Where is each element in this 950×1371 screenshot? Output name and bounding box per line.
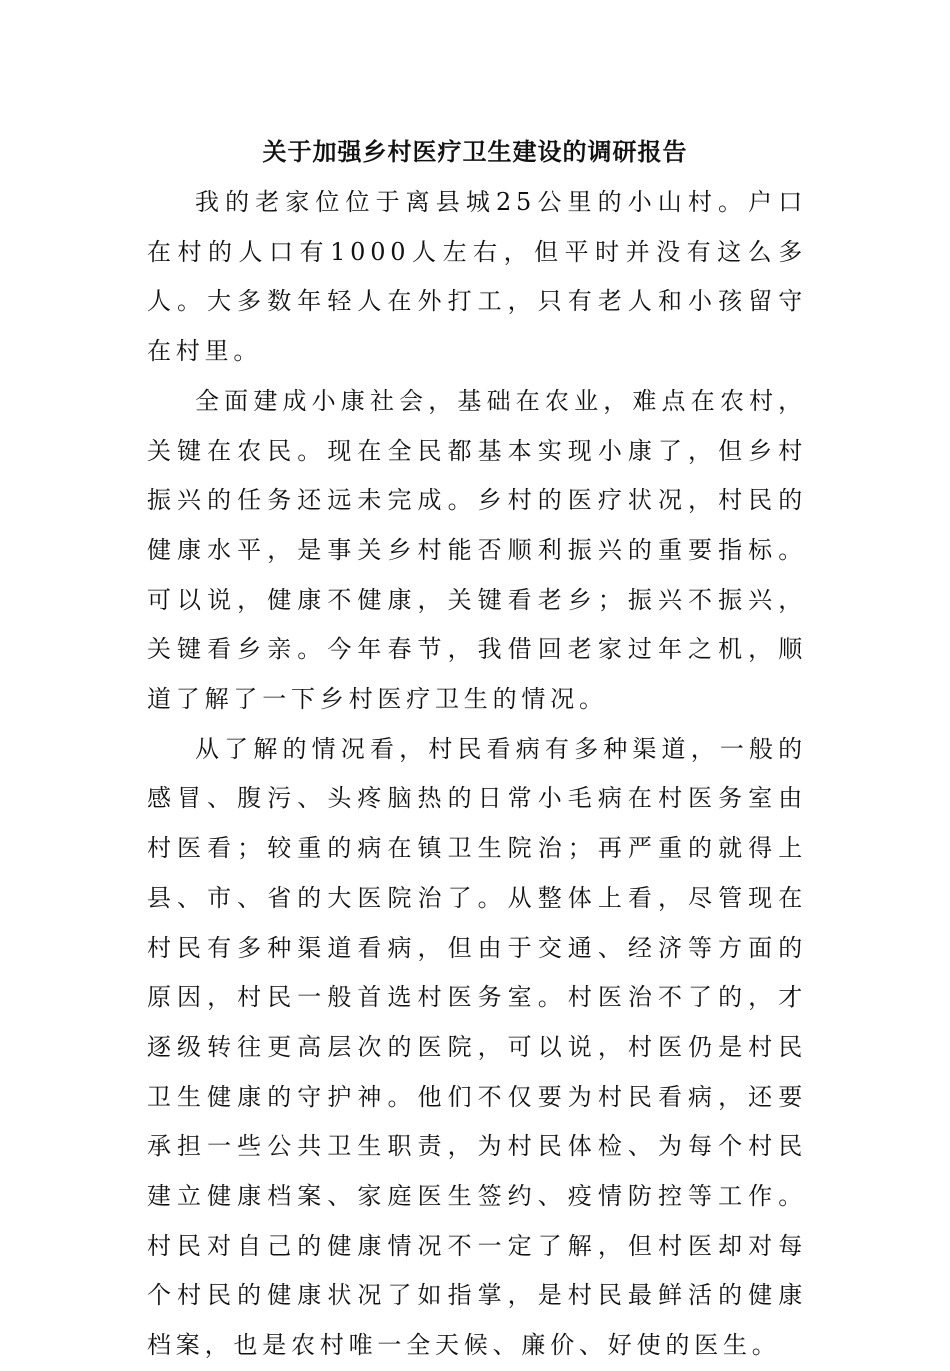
paragraph-medical-channels: 从了解的情况看，村民看病有多种渠道，一般的感冒、腹污、头疼脑热的日常小毛病在村医务室由村医看；较重的病在镇卫生院治；再严重的就得上县、市、省的大医院治了。从整体上看，尽管现在村民有多种渠道看病，但由于交通、经济等方面的原因，村民一般首选村医务室。村医治不了的，才逐级转往更高层次的医院，可以说，村医仍是村民卫生健康的守护神。他们不仅要为村民看病，还要承担一些公共卫生职责，为村民体检、为每个村民建立健康档案、家庭医生签约、疫情防控等工作。村民对自己的健康情况不一定了解，但村医却对每个村民的健康状况了如指掌，是村民最鲜活的健康档案，也是农村唯一全天候、廉价、好使的医生。 (147, 734, 807, 1360)
document-title: 关于加强乡村医疗卫生建设的调研报告 (262, 137, 688, 166)
paragraph-rural-revitalization: 全面建成小康社会，基础在农业，难点在农村，关键在农民。现在全民都基本实现小康了，但乡村振兴的任务还远未完成。乡村的医疗状况，村民的健康水平，是事关乡村能否顺利振兴的重要指标。可以说，健康不健康，关键看老乡；振兴不振兴，关键看乡亲。今年春节，我借回老家过年之机，顺道了解了一下乡村医疗卫生的情况。 (147, 386, 807, 714)
document-body (147, 178, 807, 1371)
paragraph-hometown: 我的老家位位于离县城25公里的小山村。户口在村的人口有1000人左右，但平时并没有这么多人。大多数年轻人在外打工，只有老人和小孩留守在村里。 (147, 188, 807, 366)
